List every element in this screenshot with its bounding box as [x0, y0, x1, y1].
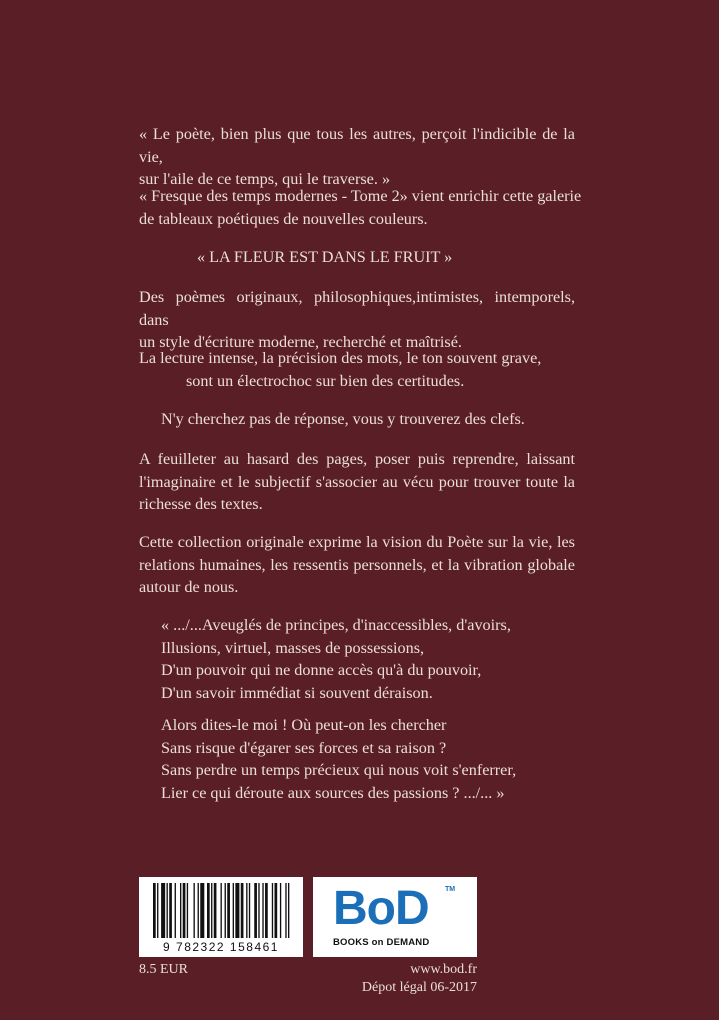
series-description-line-2: de tableaux poétiques de nouvelles couleurs. [139, 209, 428, 228]
poems-description-line-2: un style d'écriture moderne, recherché et maîtrisé. [139, 333, 462, 351]
series-description-line-1: « Fresque des temps modernes - Tome 2» vient enrichir cette galerie [139, 187, 582, 205]
keys-sentence-text: N'y cherchez pas de réponse, vous y trouverez des clefs. [161, 410, 525, 428]
verse-1-line-1: « .../...Aveuglés de principes, d'inaccessibles, d'avoirs, [161, 616, 511, 634]
browse-description-line-2: l'imaginaire et le subjectif s'associer au vécu pour trouver toute la [139, 472, 575, 491]
collection-description [139, 531, 575, 599]
bod-logo: BoD [333, 882, 429, 935]
reading-description-line-2: sont un électrochoc sur bien des certitudes. [186, 371, 465, 390]
verse-2-line-3: Sans perdre un temps précieux qui nous voit s'enferrer, [161, 761, 517, 779]
publisher-info [362, 961, 477, 997]
verse-1-line-3: D'un pouvoir qui ne donne accès qu'à du pouvoir, [161, 661, 482, 679]
verse-1-line-2: Illusions, virtuel, masses de possessions, [161, 638, 425, 657]
publisher-tagline: BOOKS on DEMAND [333, 937, 430, 948]
collection-description-line-3: autour de nous. [139, 578, 239, 596]
browse-description [139, 448, 575, 516]
poems-description [139, 286, 575, 354]
intro-quote-line-2: sur l'aile de ce temps, qui le traverse. » [139, 170, 391, 188]
barcode-digits: 9 782322 158461 [163, 940, 279, 954]
verse-1-line-4: D'un savoir immédiat si souvent déraison. [161, 683, 433, 702]
verse-2-line-1: Alors dites-le moi ! Où peut-on les chercher [161, 716, 447, 734]
keys-sentence [139, 408, 575, 431]
intro-quote [139, 123, 575, 191]
verse-excerpt-1 [139, 614, 575, 704]
book-subtitle [139, 246, 575, 269]
browse-description-line-3: richesse des textes. [139, 495, 263, 513]
trademark-mark: TM [445, 886, 456, 893]
reading-description-line-1: La lecture intense, la précision des mots, le ton souvent grave, [139, 349, 542, 367]
isbn-barcode [139, 877, 303, 957]
publisher-logo-box [313, 877, 477, 957]
browse-description-line-1: A feuilleter au hasard des pages, poser puis reprendre, laissant [139, 450, 575, 468]
book-subtitle-text: « LA FLEUR EST DANS LE FRUIT » [197, 248, 453, 266]
verse-2-line-4: Lier ce qui déroute aux sources des passions ? .../... » [161, 783, 505, 802]
verse-2-line-2: Sans risque d'égarer ses forces et sa raison ? [161, 738, 447, 757]
series-description [139, 185, 582, 230]
legal-deposit: Dépot légal 06-2017 [361, 980, 477, 995]
collection-description-line-1: Cette collection originale exprime la vision du Poète sur la vie, les [139, 533, 575, 551]
publisher-website: www.bod.fr [410, 962, 477, 977]
verse-excerpt-2 [139, 714, 575, 804]
reading-description [139, 347, 575, 392]
intro-quote-line-1: « Le poète, bien plus que tous les autres, perçoit l'indicible de la vie, [139, 125, 575, 166]
price: 8.5 EUR [139, 962, 188, 977]
poems-description-line-1: Des poèmes originaux, philosophiques,intimistes, intemporels, dans [139, 288, 575, 329]
collection-description-line-2: relations humaines, les ressentis personnels, et la vibration globale [139, 555, 575, 574]
